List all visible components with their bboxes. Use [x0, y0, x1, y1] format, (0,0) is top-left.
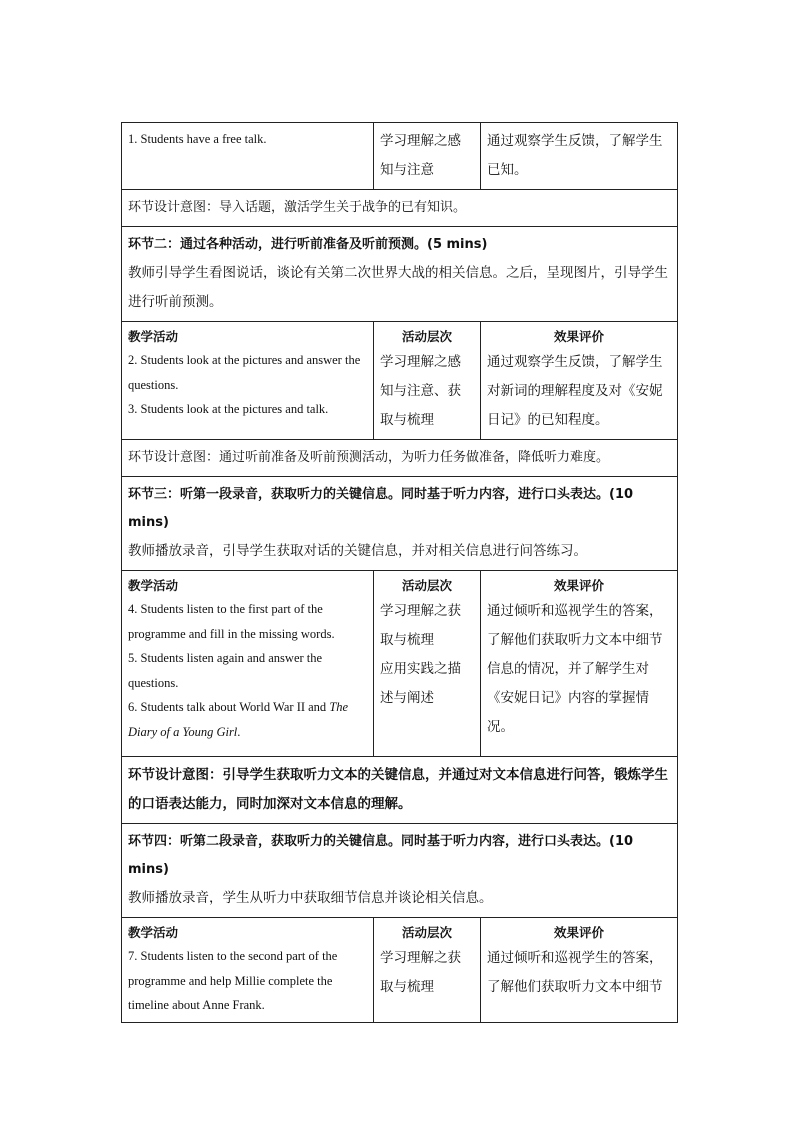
level-text: 应用实践之描述与阐述	[380, 661, 461, 706]
col-header-activity: 教学活动	[128, 925, 179, 940]
eval-text: 通过观察学生反馈，了解学生已知。	[487, 133, 663, 178]
table-row	[122, 190, 678, 227]
design-intent-text: 环节设计意图：导入话题，激活学生关于战争的已有知识。	[128, 200, 467, 215]
table-row	[122, 824, 678, 918]
design-intent-text: 环节设计意图：通过听前准备及听前预测活动，为听力任务做准备，降低听力难度。	[128, 450, 610, 465]
table-row	[122, 322, 678, 440]
level-cell	[374, 123, 481, 190]
lesson-plan-table	[121, 122, 678, 1023]
activity-text	[128, 695, 367, 744]
activity-cell	[122, 123, 374, 190]
level-text: 学习理解之获取与梳理	[380, 950, 461, 995]
stage-title: 环节四：听第二段录音，获取听力的关键信息。同时基于听力内容，进行口头表达。(10 mins)	[128, 834, 634, 877]
col-header-activity: 教学活动	[128, 578, 179, 593]
col-header-eval: 效果评价	[553, 925, 604, 940]
stage-description: 教师引导学生看图说话，谈论有关第二次世界大战的相关信息。之后，呈现图片，引导学生进行听前预测。	[128, 265, 668, 310]
stage-header-cell	[122, 477, 678, 571]
stage-header-cell	[122, 824, 678, 918]
col-header-activity: 教学活动	[128, 329, 179, 344]
col-header-eval: 效果评价	[553, 578, 604, 593]
eval-cell	[481, 322, 678, 440]
stage-description: 教师播放录音，学生从听力中获取细节信息并谈论相关信息。	[128, 890, 493, 906]
eval-cell	[481, 918, 678, 1023]
activity-text: 1. Students have a free talk.	[128, 132, 267, 146]
design-intent-cell	[122, 190, 678, 227]
stage-description: 教师播放录音，引导学生获取对话的关键信息，并对相关信息进行问答练习。	[128, 543, 587, 559]
table-row	[122, 918, 678, 1023]
table-row	[122, 123, 678, 190]
lesson-plan-page	[121, 122, 677, 1023]
col-header-level: 活动层次	[401, 329, 452, 344]
level-text: 学习理解之获取与梳理	[380, 603, 461, 648]
stage-title: 环节二：通过各种活动，进行听前准备及听前预测。(5 mins)	[128, 237, 488, 252]
table-row	[122, 227, 678, 322]
book-title: The Diary of a Young Girl	[128, 700, 349, 739]
stage-header-cell	[122, 227, 678, 322]
design-intent-text: 环节设计意图：引导学生获取听力文本的关键信息，并通过对文本信息进行问答，锻炼学生的口语表达能力，同时加深对文本信息的理解。	[128, 767, 668, 812]
eval-text: 通过倾听和巡视学生的答案，了解他们获取听力文本中细节信息的情况，并了解学生对《安妮日记》内容的掌握情况。	[487, 603, 663, 735]
activity-cell	[122, 322, 374, 440]
col-header-level: 活动层次	[401, 578, 452, 593]
level-cell	[374, 322, 481, 440]
activity-text: 2. Students look at the pictures and answer the questions.	[128, 353, 361, 392]
col-header-level: 活动层次	[401, 925, 452, 940]
stage-title: 环节三：听第一段录音，获取听力的关键信息。同时基于听力内容，进行口头表达。(10 mins)	[128, 487, 634, 530]
table-row	[122, 571, 678, 757]
activity-text: 5. Students listen again and answer the questions.	[128, 651, 323, 690]
level-text: 学习理解之感知与注意	[380, 133, 461, 178]
level-cell	[374, 571, 481, 757]
eval-text: 通过倾听和巡视学生的答案，了解他们获取听力文本中细节	[487, 950, 663, 995]
activity-cell	[122, 571, 374, 757]
level-cell	[374, 918, 481, 1023]
col-header-eval: 效果评价	[553, 329, 604, 344]
activity-text-part: 6. Students talk about World War II and	[128, 700, 327, 714]
activity-text: 4. Students listen to the first part of the programme and fill in the missing words.	[128, 602, 335, 641]
table-row	[122, 477, 678, 571]
design-intent-cell	[122, 757, 678, 824]
activity-cell	[122, 918, 374, 1023]
table-row	[122, 757, 678, 824]
eval-cell	[481, 123, 678, 190]
table-row	[122, 440, 678, 477]
activity-text: 3. Students look at the pictures and talk.	[128, 402, 329, 416]
activity-text: 7. Students listen to the second part of the programme and help Millie complete the timeline about Anne Frank.	[128, 949, 338, 1012]
eval-text: 通过观察学生反馈，了解学生对新词的理解程度及对《安妮日记》的已知程度。	[487, 354, 663, 428]
eval-cell	[481, 571, 678, 757]
activity-text-part: .	[237, 724, 241, 739]
design-intent-cell	[122, 440, 678, 477]
level-text: 学习理解之感知与注意、获取与梳理	[380, 354, 461, 428]
